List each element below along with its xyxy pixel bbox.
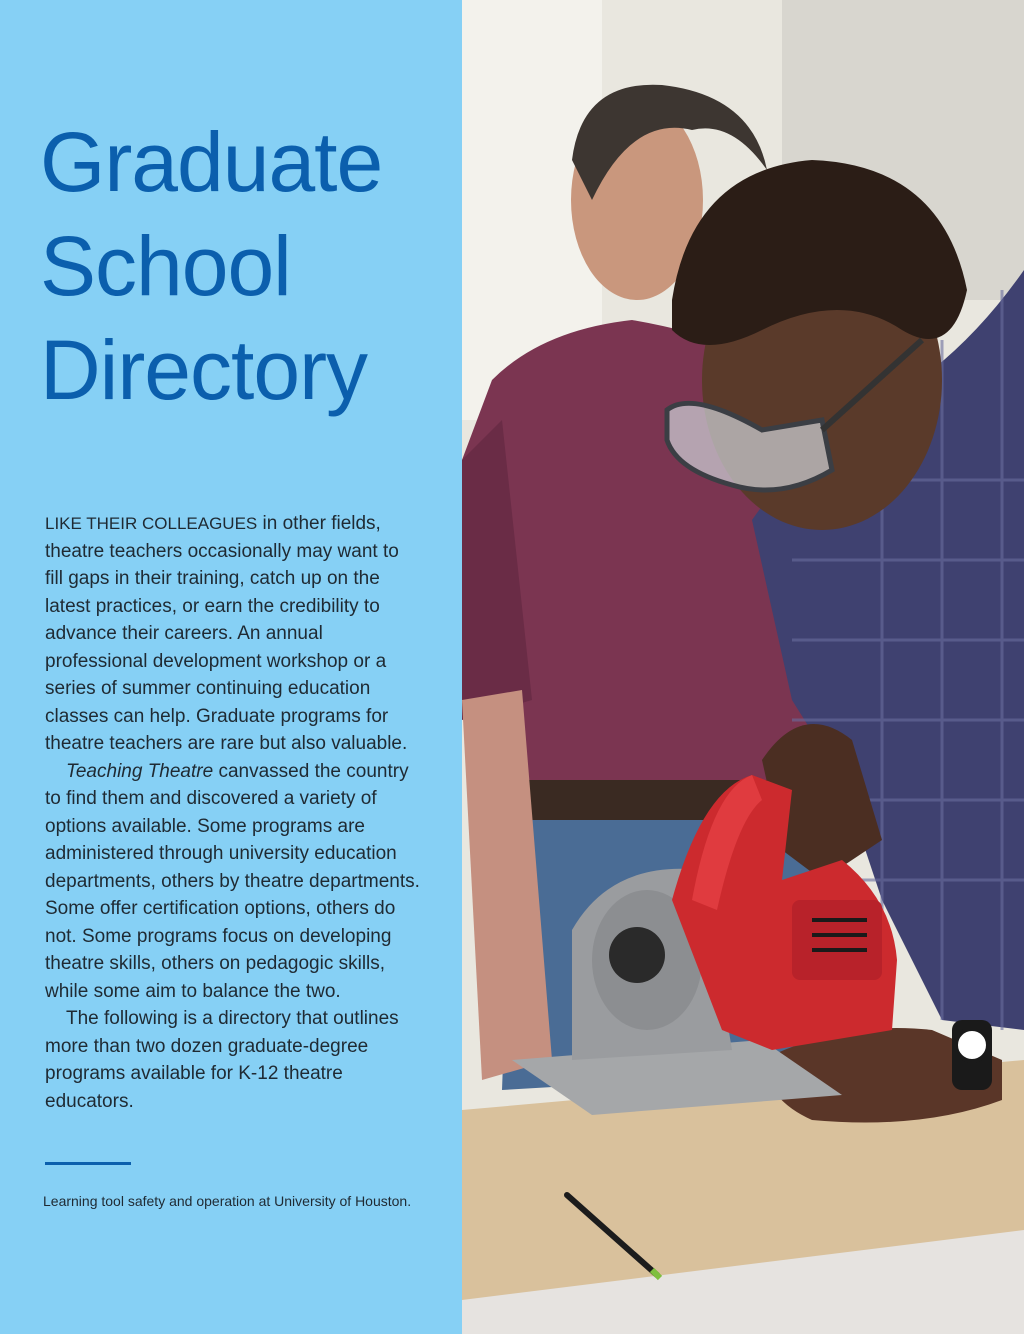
paragraph-2-text: canvassed the country to find them and discovered a variety of options available. Some programs are administered through university education departments, others by theatre departments. Some offer certification options, others do not. Some programs focus on developing theatre skills, others on pedagogic skills, while some aim to balance the two. [45, 760, 420, 1002]
title-line-1: Graduate [40, 115, 383, 209]
intro-paragraph-3: The following is a directory that outlines more than two dozen graduate-degree programs available for K-12 theatre educators. [45, 1008, 399, 1112]
intro-text [45, 510, 420, 1115]
publication-name: Teaching Theatre [66, 760, 214, 782]
intro-paragraph-2 [45, 758, 420, 1006]
photo-caption: Learning tool safety and operation at University of Houston. [43, 1193, 412, 1209]
page-title [40, 110, 382, 422]
paragraph-1-text: in other fields, theatre teachers occasionally may want to fill gaps in their training, catch up on the latest practices, or earn the credibility to advance their careers. An annual professional development workshop or a series of summer continuing education classes can help. Graduate programs for theatre teachers are rare but also valuable. [45, 513, 408, 754]
photo [462, 0, 1024, 1334]
lead-in: LIKE THEIR COLLEAGUES [45, 514, 258, 533]
caption-divider [45, 1162, 131, 1165]
title-line-2: School [40, 219, 291, 313]
intro-paragraph-1 [45, 510, 420, 758]
title-line-3: Directory [40, 323, 368, 417]
saw-workshop-photo-illustration [462, 0, 1024, 1334]
left-panel [0, 0, 462, 1334]
